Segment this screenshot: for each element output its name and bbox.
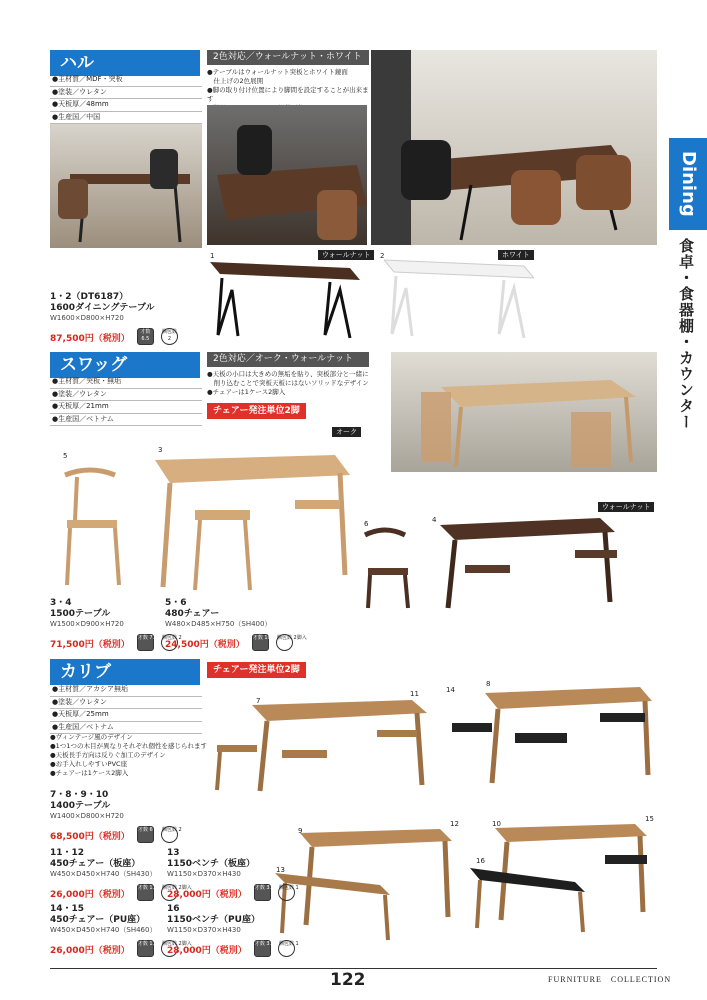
kalib-product-table (50, 790, 210, 843)
swag-walnut-set (360, 510, 655, 610)
kalib-num-11: 11 (410, 690, 419, 698)
package-badge: 梱包数 2 (161, 634, 178, 651)
product-size: W480×D485×H750（SH400） (165, 620, 272, 628)
kalib-num-13: 13 (276, 866, 285, 874)
size-badge: 才数 11 (137, 884, 154, 901)
haru-table-drawing (50, 124, 202, 248)
price-row (50, 938, 192, 957)
note-line: ●チェアーは1ケース2脚入 (50, 769, 129, 777)
haru-variant1-label: ウォールナット (318, 250, 374, 260)
price-row (50, 824, 210, 843)
product-name: 1150ベンチ（PU座） (167, 915, 260, 925)
swag-title: スワッグ (50, 352, 200, 378)
note-line: ●天板の小口は大きめの無垢を貼り、突板部分と一緒に (207, 370, 369, 378)
haru-photo-large (371, 50, 657, 245)
kalib-num-8: 8 (486, 680, 491, 688)
product-size: W1150×D370×H430 (167, 926, 241, 934)
spec-line: ●生産国／ベトナム (50, 414, 202, 427)
spec-line: ●天板厚／48mm (50, 99, 202, 112)
swag-product-chair (165, 598, 315, 651)
package-badge: 梱包数 1 (278, 884, 295, 901)
spec-line: ●塗装／ウレタン (50, 697, 202, 710)
product-price: 28,000円（税別） (167, 890, 247, 900)
note-line: ●1つ1つの木目が異なりそれぞれ個性を感じられます (50, 742, 207, 750)
product-price: 87,500円（税別） (50, 334, 130, 344)
haru-room-scene (371, 50, 657, 245)
haru-specs (50, 74, 202, 124)
haru-variant2-num: 2 (380, 252, 385, 260)
product-size: W450×D450×H740（SH460） (50, 926, 157, 934)
product-num: 3・4 (50, 598, 72, 608)
product-name: 1600ダイニングテーブル (50, 303, 155, 313)
swag-specs (50, 376, 202, 426)
haru-color-tag: 2色対応／ウォールナット・ホワイト (207, 50, 369, 65)
side-tab-dining[interactable]: Dining (669, 138, 707, 230)
product-num: 5・6 (165, 598, 187, 608)
kalib-order-tag: チェアー発注単位2脚 (207, 662, 306, 678)
product-num: 16 (167, 904, 180, 914)
product-name: 1400テーブル (50, 801, 111, 811)
swag-num-5: 5 (63, 452, 68, 460)
kalib-num-7: 7 (256, 697, 261, 705)
note-line: ●脚の取り付け位置により脚間を設定することが出来ます (207, 86, 369, 103)
size-badge: 才数 11 (137, 940, 154, 957)
swag-oak-set (55, 455, 355, 595)
spec-line: ●主材質／アカシア無垢 (50, 684, 202, 697)
swag-num-3: 3 (158, 446, 163, 454)
package-badge: 梱包数 2 (161, 328, 178, 345)
kalib-num-12: 12 (450, 820, 459, 828)
size-badge: 才数 3.3 (254, 940, 271, 957)
haru-white-table (384, 258, 534, 340)
footer-collection: FURNITURE COLLECTION (548, 975, 672, 984)
package-badge: 梱包数 2脚入 (161, 940, 178, 957)
note-line: 削り込むことで突板天板にはないソリッドなデザイン (207, 379, 369, 387)
note-line: ●ヴィンテージ風のデザイン (50, 733, 133, 741)
haru-variant2-label: ホワイト (498, 250, 534, 260)
note-line: ●チェアーは1ケース2脚入 (207, 388, 286, 396)
product-price: 68,500円（税別） (50, 832, 130, 842)
product-num: 14・15 (50, 904, 85, 914)
spec-line: ●塗装／ウレタン (50, 389, 202, 402)
haru-photo-middle (207, 105, 367, 245)
kalib-bench-pu-set (465, 820, 657, 935)
spec-line: ●天板厚／21mm (50, 401, 202, 414)
kalib-title: カリブ (50, 659, 200, 685)
product-price: 26,000円（税別） (50, 946, 130, 956)
product-price: 71,500円（税別） (50, 640, 130, 650)
product-size: W1400×D800×H720 (50, 812, 124, 820)
kalib-wood-set (212, 695, 432, 795)
page-number: 122 (330, 970, 366, 990)
product-price: 24,500円（税別） (165, 640, 245, 650)
spec-line: ●主材質／突板・無垢 (50, 376, 202, 389)
product-name: 450チェアー（板座） (50, 859, 141, 869)
package-badge: 梱包数 2 (161, 826, 178, 843)
price-row (50, 632, 182, 651)
price-row (165, 632, 315, 651)
swag-photo (391, 352, 657, 472)
swag-walnut-label: ウォールナット (598, 502, 654, 512)
swag-notes (207, 370, 387, 397)
product-price: 26,000円（税別） (50, 890, 130, 900)
swag-color-tag: 2色対応／オーク・ウォールナット (207, 352, 369, 367)
haru-product (50, 292, 210, 345)
package-badge: 梱包数 2脚入 (161, 884, 178, 901)
spec-line: ●生産国／中国 (50, 112, 202, 125)
kalib-product-bench-wood (167, 848, 299, 901)
product-num: 11・12 (50, 848, 85, 858)
size-badge: 才数 3.5 (254, 884, 271, 901)
price-row (167, 938, 299, 957)
kalib-specs (50, 684, 202, 734)
kalib-num-16: 16 (476, 857, 485, 865)
note-line: ●天板長手方向は反りぐ加工のデザイン (50, 751, 166, 759)
note-line: ●テーブルはウォールナット突板とホワイト鏡面 (207, 68, 348, 76)
product-size: W1600×D800×H720 (50, 314, 124, 322)
kalib-notes (50, 733, 220, 778)
product-size: W1150×D370×H430 (167, 870, 241, 878)
product-name: 1500テーブル (50, 609, 111, 619)
swag-order-tag: チェアー発注単位2脚 (207, 403, 306, 419)
price-row (50, 882, 192, 901)
swag-num-6: 6 (364, 520, 369, 528)
spec-line: ●生産国／ベトナム (50, 722, 202, 735)
swag-oak-label: オーク (332, 427, 361, 437)
kalib-num-15: 15 (645, 815, 654, 823)
haru-table-scene (207, 105, 367, 245)
haru-variant1-num: 1 (210, 252, 215, 260)
product-num: 7・8・9・10 (50, 790, 109, 800)
price-row (50, 326, 210, 345)
size-badge: 才数 6 (137, 826, 154, 843)
package-badge: 梱包数 1 (278, 940, 295, 957)
haru-title: ハル (50, 50, 200, 76)
product-name: 480チェアー (165, 609, 220, 619)
oak-chair (65, 470, 119, 585)
footer-line (50, 968, 657, 969)
spec-line: ●主材質／MDF・突板 (50, 74, 202, 87)
size-badge: 才数 6.5 (137, 328, 154, 345)
haru-photo-small (50, 124, 202, 248)
swag-room-scene (391, 352, 657, 472)
swag-num-4: 4 (432, 516, 437, 524)
note-line: ●お手入れしやすいPVC座 (50, 760, 128, 768)
product-num: 1・2（DT6187） (50, 292, 129, 302)
haru-walnut-table (210, 260, 360, 340)
kalib-num-14: 14 (446, 686, 455, 694)
product-price: 28,000円（税別） (167, 946, 247, 956)
spec-line: ●天板厚／25mm (50, 709, 202, 722)
size-badge: 才数 10.6 (252, 634, 269, 651)
product-name: 1150ベンチ（板座） (167, 859, 256, 869)
product-size: W1500×D900×H720 (50, 620, 124, 628)
size-badge: 才数 7.1 (137, 634, 154, 651)
kalib-product-bench-pu (167, 904, 299, 957)
package-badge: 梱包数 2脚入 (276, 634, 293, 651)
product-name: 450チェアー（PU座） (50, 915, 146, 925)
side-category-text: 食卓・食器棚・カウンター (677, 238, 695, 430)
product-num: 13 (167, 848, 180, 858)
note-line: 仕上げの2色展開 (207, 77, 264, 85)
product-size: W450×D450×H740（SH430） (50, 870, 157, 878)
kalib-pu-set (440, 685, 655, 790)
price-row (167, 882, 299, 901)
kalib-num-10: 10 (492, 820, 501, 828)
spec-line: ●塗装／ウレタン (50, 87, 202, 100)
kalib-num-9: 9 (298, 827, 303, 835)
